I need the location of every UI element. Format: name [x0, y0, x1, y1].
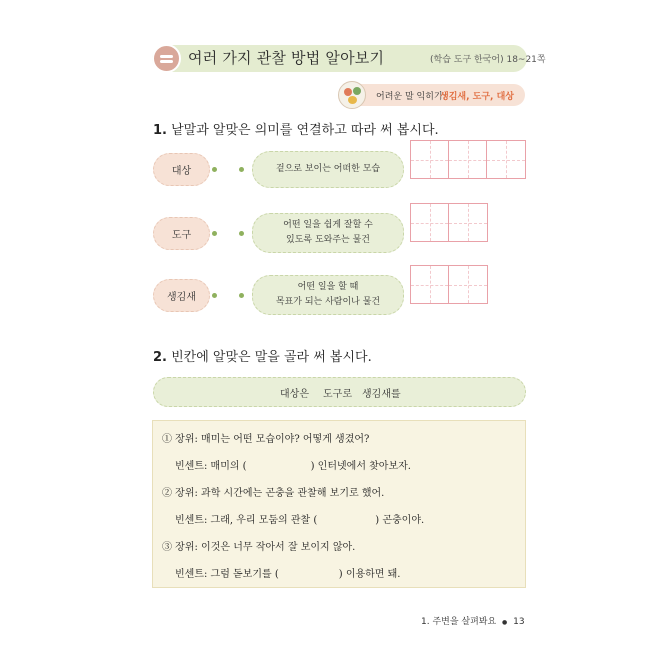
writing-grid-1[interactable] [410, 140, 526, 179]
vocab-words: 생김새, 도구, 대상 [440, 92, 514, 102]
match-dot-right-2[interactable] [239, 231, 244, 236]
footer-chapter: 1. 주변을 살펴봐요 [421, 617, 497, 627]
grid-cell[interactable] [411, 266, 449, 303]
word-bank-item-2: 도구로 [323, 389, 352, 400]
definition-2-line-1: 어떤 일을 쉽게 잘할 수 [283, 220, 373, 230]
dialogue-2-after: ) 인터넷에서 찾아보자. [310, 461, 411, 472]
grid-cell[interactable] [411, 204, 449, 241]
dialogue-6-after: ) 이용하면 돼. [338, 569, 401, 580]
speech-bubble-icon [338, 81, 366, 109]
dialogue-4-before: 빈센트: 그래, 우리 모둠의 관찰 ( [175, 515, 318, 526]
vocab-label: 어려운 말 익히기: [376, 92, 446, 102]
question-1-text: 낱말과 알맞은 의미를 연결하고 따라 써 봅시다. [171, 123, 439, 138]
dialogue-line-4 [175, 511, 424, 526]
dialogue-line-2 [175, 457, 411, 472]
page-number: 13 [513, 617, 525, 627]
definition-2-line-2: 있도록 도와주는 물건 [286, 235, 370, 245]
grid-cell[interactable] [449, 204, 487, 241]
question-2-title [153, 346, 372, 365]
grid-cell[interactable] [449, 141, 487, 178]
match-dot-left-1[interactable] [212, 167, 217, 172]
definition-pill-2[interactable] [252, 213, 404, 253]
dialogue-line-6 [175, 565, 401, 580]
grid-cell[interactable] [411, 141, 449, 178]
definition-pill-1[interactable] [252, 151, 404, 188]
section-title: 여러 가지 관찰 방법 알아보기 [188, 49, 385, 67]
book-icon [152, 44, 181, 73]
footer-bullet: ● [502, 619, 508, 626]
section-reference: (학습 도구 한국어) 18~21쪽 [430, 55, 546, 65]
dialogue-line-1: ① 장위: 매미는 어떤 모습이야? 어떻게 생겼어? [162, 434, 370, 445]
word-pill-2[interactable]: 도구 [153, 217, 210, 250]
page-footer [421, 614, 525, 627]
writing-grid-3[interactable] [410, 265, 488, 304]
question-2-text: 빈칸에 알맞은 말을 골라 써 봅시다. [171, 350, 372, 365]
word-pill-1[interactable]: 대상 [153, 153, 210, 186]
word-pill-3[interactable]: 생김새 [153, 279, 210, 312]
definition-3-line-2: 목표가 되는 사람이나 물건 [275, 297, 381, 307]
match-dot-right-1[interactable] [239, 167, 244, 172]
match-dot-left-3[interactable] [212, 293, 217, 298]
question-2-number: 2. [153, 350, 167, 365]
dialogue-2-before: 빈센트: 매미의 ( [175, 461, 247, 472]
dialogue-4-after: ) 곤충이야. [375, 515, 425, 526]
grid-cell[interactable] [449, 266, 487, 303]
word-bank-item-1: 대상은 [280, 389, 309, 400]
grid-cell[interactable] [487, 141, 525, 178]
match-dot-left-2[interactable] [212, 231, 217, 236]
word-bank-item-3: 생김새를 [362, 389, 401, 400]
dialogue-line-3: ② 장위: 과학 시간에는 곤충을 관찰해 보기로 했어. [162, 488, 385, 499]
definition-3-line-1: 어떤 일을 할 때 [297, 282, 359, 292]
dialogue-6-before: 빈센트: 그럼 돋보기를 ( [175, 569, 279, 580]
dialogue-box [152, 420, 526, 588]
definition-pill-3[interactable] [252, 275, 404, 315]
dialogue-line-5: ③ 장위: 이것은 너무 작아서 잘 보이지 않아. [162, 542, 356, 553]
match-dot-right-3[interactable] [239, 293, 244, 298]
question-1-title [153, 119, 439, 138]
question-1-number: 1. [153, 123, 167, 138]
definition-1-line-1: 겉으로 보이는 어떠한 모습 [275, 164, 381, 174]
writing-grid-2[interactable] [410, 203, 488, 242]
